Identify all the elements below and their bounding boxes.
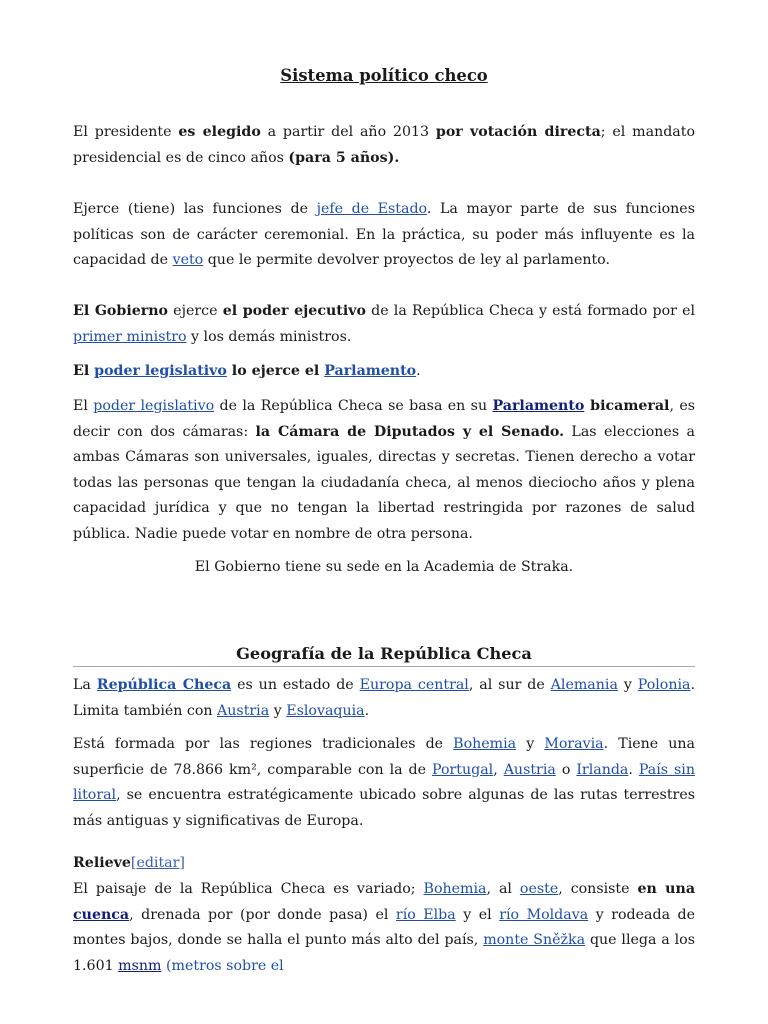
text: y el [455,906,500,923]
link-polonia[interactable]: Polonia [637,677,691,693]
paragraph-seat: El Gobierno tiene su sede en la Academia de Straka. [194,559,574,575]
link-parlamento[interactable]: Parlamento [324,363,417,379]
link-poder-legislativo-2[interactable]: poder legislativo [93,398,215,414]
link-msnm[interactable]: msnm [118,957,162,974]
link-moravia[interactable]: Moravia [544,736,604,752]
text: ejerce [168,303,223,319]
text: (metros sobre el [161,957,284,974]
section-heading-geografia: Geografía de la República Checa [236,644,532,663]
link-eslovaquia[interactable]: Eslovaquia [286,702,365,719]
text: El paisaje de la República Checa es variado; [73,881,424,897]
paragraph-location [73,673,695,724]
bold-text: bicameral [584,398,670,414]
paragraph-landscape [73,877,695,979]
text: que le permite devolver proyectos de ley al parlamento. [203,252,610,268]
text: . [416,363,421,379]
text: y [269,702,287,719]
text: de la República Checa y está formado por el [365,303,696,319]
link-oeste[interactable]: oeste [519,881,559,897]
text: y rodeada de montes bajos, donde se halla el punto más alto del país, [73,906,696,948]
text: . Tiene una superficie de 78.866 km², comparable con la de [73,736,695,778]
paragraph-president [73,120,695,171]
text: , se encuentra estratégicamente ubicado sobre algunas de las rutas terrestres más antiguas y significativas de Europa. [73,787,695,829]
text: . [364,702,370,719]
bold-text: (para 5 años). [288,149,400,166]
text: de la República Checa se basa en su [214,398,493,414]
link-rio-elba[interactable]: río Elba [395,906,456,923]
page-title: Sistema político checo [280,66,488,85]
link-cuenca[interactable]: cuenca [73,906,130,923]
link-bohemia[interactable]: Bohemia [453,736,517,752]
link-bohemia-2[interactable]: Bohemia [423,881,487,897]
text: , consiste [558,881,638,897]
bold-text: la Cámara de Diputados y el Senado. [255,423,565,440]
text: y [617,677,638,693]
bracket-close: ] [179,855,185,871]
subheading-relieve [73,851,695,877]
link-parlamento-2[interactable]: Parlamento [492,398,585,414]
paragraph-functions [73,197,695,274]
text: , al sur de [468,677,551,693]
link-alemania[interactable]: Alemania [550,677,618,693]
edit-link[interactable]: editar [136,855,180,871]
link-irlanda[interactable]: Irlanda [576,761,629,778]
text: y [516,736,545,752]
bold-text: en una [637,881,696,897]
text: Ejerce (tiene) las funciones de [73,201,317,217]
section-divider [73,666,695,667]
text: , drenada por (por donde pasa) el [129,906,396,923]
text: , [493,761,504,778]
link-primer-ministro[interactable]: primer ministro [73,328,187,345]
text: que llega a los 1.601 [73,932,695,974]
relieve-label: Relieve [73,855,131,871]
bold-text: por votación directa [435,124,601,140]
text: . [628,761,639,778]
bold-text: es elegido [178,124,261,140]
link-rio-moldava[interactable]: río Moldava [499,906,589,923]
bracket-open: [ [130,855,137,871]
paragraph-legislative-heading [73,359,695,385]
text: es un estado de [231,677,360,693]
link-poder-legislativo[interactable]: poder legislativo [94,363,227,379]
text: Las elecciones a ambas Cámaras son universales, iguales, directas y secretas. Tienen derecho a votar todas las personas que tengan la ciudadanía checa, al menos dieciocho años y plena capacidad jurídica y que no tengan la libertad restringida por razones de salud pública. Nadie puede votar en nombre de otra persona. [73,423,695,542]
text: . Limita también con [73,677,695,719]
link-republica-checa[interactable]: República Checa [96,677,232,693]
paragraph-regions [73,732,695,834]
text: , es decir con dos cámaras: [73,398,695,440]
paragraph-parliament [73,394,695,547]
link-pais-sin-litoral[interactable]: País sin litoral [73,761,695,803]
text: y los demás ministros. [186,328,352,345]
text: . La mayor parte de sus funciones políticas son de carácter ceremonial. En la práctica, su poder más influyente es la capacidad de [73,201,695,268]
bold-text: el poder ejecutivo [222,303,366,319]
text: El [73,398,94,414]
text: o [555,761,577,778]
text: El presidente [73,124,179,140]
bold-text: El [73,363,95,379]
link-austria[interactable]: Austria [217,702,270,719]
link-monte-snezka[interactable]: monte Sněžka [483,932,586,948]
text: La [73,677,97,693]
link-europa-central[interactable]: Europa central [359,677,469,693]
text: ; el mandato presidencial es de cinco años [73,124,695,166]
text: a partir del año 2013 [260,124,436,140]
link-portugal[interactable]: Portugal [431,761,494,778]
text: , al [486,881,520,897]
link-austria-2[interactable]: Austria [503,761,556,778]
text: Está formada por las regiones tradicionales de [73,736,454,752]
link-veto[interactable]: veto [172,252,204,268]
bold-text: El Gobierno [73,303,168,319]
bold-text: lo ejerce el [226,363,325,379]
paragraph-government [73,299,695,350]
link-jefe-de-estado[interactable]: jefe de Estado [316,201,427,217]
